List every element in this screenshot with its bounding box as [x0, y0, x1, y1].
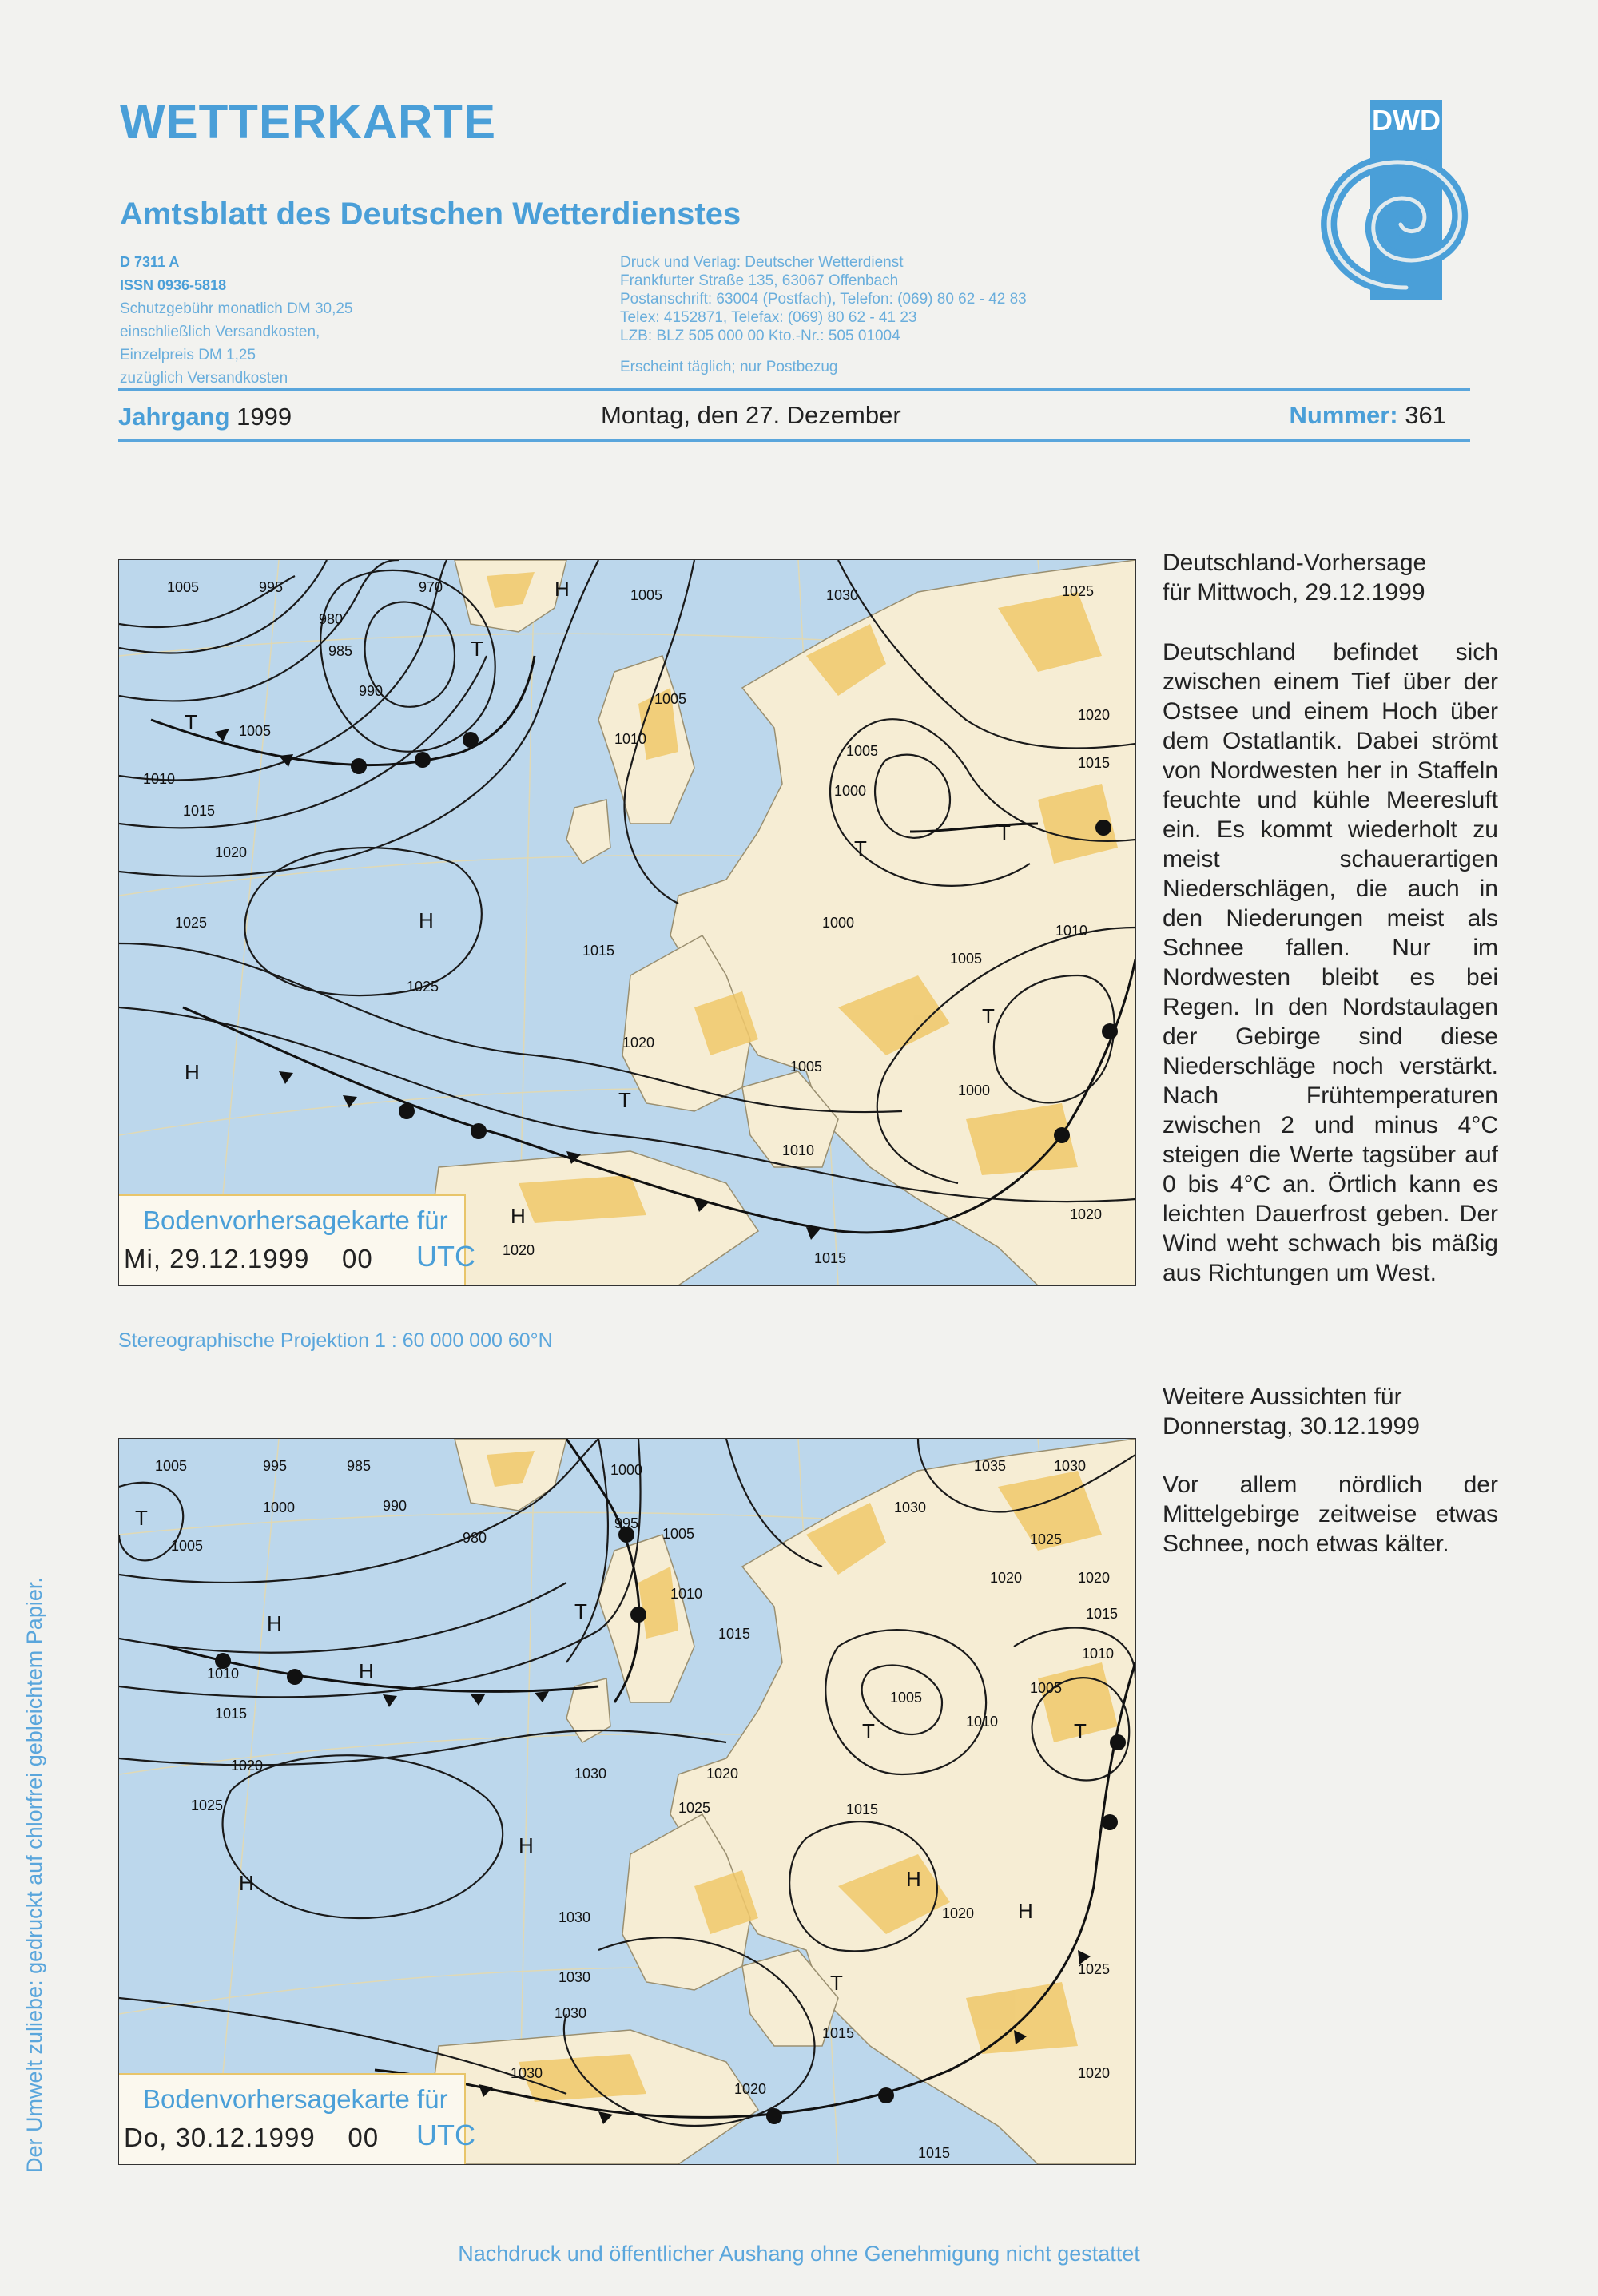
isobar-label: 1020 — [622, 1035, 655, 1051]
pressure-center: T — [830, 1971, 843, 1995]
isobar-label: 1005 — [239, 723, 272, 739]
pressure-center: H — [511, 1204, 526, 1228]
map-2-caption-title: Bodenvorhersagekarte für — [143, 2084, 448, 2114]
map-1-caption-utc: UTC — [416, 1240, 475, 1273]
isobar-label: 1025 — [1078, 1961, 1111, 1977]
dwd-logo — [1314, 100, 1474, 300]
isobar-label: 1025 — [407, 979, 439, 995]
isobar-label: 1005 — [662, 1526, 695, 1542]
header-rule-top — [118, 388, 1470, 391]
issue-row — [118, 396, 1470, 435]
isobar-label: 1020 — [215, 844, 248, 860]
isobar-label: 985 — [347, 1458, 372, 1474]
isobar-label: 1020 — [706, 1766, 739, 1782]
isobar-label: 1015 — [918, 2145, 951, 2161]
isobar-label: 1005 — [630, 587, 663, 603]
isobar-label: 1005 — [950, 951, 983, 967]
isobar-label: 1020 — [1078, 707, 1111, 723]
pressure-center: H — [419, 908, 434, 932]
isobar-label: 1020 — [1070, 1206, 1103, 1222]
isobar-label: 1030 — [555, 2005, 587, 2021]
fee-line: einschließlich Versandkosten, — [120, 324, 320, 340]
fee-line: zuzüglich Versandkosten — [120, 370, 288, 387]
isobar-label: 1030 — [1054, 1458, 1087, 1474]
forecast-2-title-line1: Weitere Aussichten für — [1163, 1384, 1402, 1410]
map-1-caption-title: Bodenvorhersagekarte für — [143, 1206, 448, 1235]
publisher-line: Postanschrift: 63004 (Postfach), Telefon: (069) 80 62 - 42 83 — [620, 291, 1027, 308]
forecast-2-title — [1163, 1382, 1498, 1441]
isobar-label: 1000 — [263, 1500, 296, 1515]
page-title: WETTERKARTE — [120, 95, 496, 149]
isobar-label: 1005 — [167, 579, 200, 595]
map-2-caption-time: 00 — [348, 2123, 380, 2152]
pressure-center: T — [185, 710, 197, 734]
publisher-line: Erscheint täglich; nur Postbezug — [620, 359, 838, 375]
weather-map-2 — [118, 1438, 1136, 2165]
isobar-label: 1010 — [670, 1586, 703, 1602]
isobar-label: 970 — [419, 579, 443, 595]
isobar-label: 1010 — [1055, 923, 1088, 939]
isobar-label: 990 — [383, 1498, 407, 1514]
map-1-caption-time: 00 — [342, 1244, 373, 1273]
code-issn: ISSN 0936-5818 — [120, 277, 227, 293]
isobar-label: 995 — [259, 579, 284, 595]
isobar-label: 1000 — [958, 1082, 991, 1098]
sidebar-note — [22, 1577, 47, 2173]
publisher-info — [620, 253, 1027, 376]
isobar-label: 1015 — [1086, 1606, 1119, 1622]
isobar-label: 1010 — [966, 1714, 999, 1730]
pressure-center: T — [574, 1599, 587, 1623]
isobar-label: 1015 — [822, 2025, 855, 2041]
pressure-center: H — [906, 1867, 921, 1891]
page-subtitle: Amtsblatt des Deutschen Wetterdienstes — [120, 197, 741, 232]
pressure-center: H — [267, 1611, 282, 1635]
isobar-label: 1005 — [155, 1458, 188, 1474]
isobar-label: 1000 — [610, 1462, 643, 1478]
map-2-caption-utc: UTC — [416, 2119, 475, 2151]
forecast-1-title-line1: Deutschland-Vorhersage — [1163, 550, 1427, 576]
jahrgang-label: Jahrgang — [118, 403, 230, 431]
forecast-1-title-line2: für Mittwoch, 29.12.1999 — [1163, 579, 1425, 606]
code-d: D 7311 A — [120, 254, 180, 270]
isobar-label: 1010 — [782, 1142, 815, 1158]
isobar-label: 1025 — [175, 915, 208, 931]
isobar-label: 1025 — [191, 1797, 224, 1813]
forecast-2-body: Vor allem nördlich der Mittelgebirge zeitweise etwas Schnee, noch etwas kälter. — [1163, 1472, 1498, 1557]
sidebar-note-text: Der Umwelt zuliebe: gedruckt auf chlorfrei gebleichtem Papier. — [22, 1577, 46, 2173]
header-rule-bottom — [118, 439, 1470, 442]
isobar-label: 1005 — [654, 691, 687, 707]
isobar-label: 1030 — [826, 587, 859, 603]
isobar-label: 1030 — [559, 1909, 591, 1925]
isobar-label: 1020 — [734, 2081, 767, 2097]
isobar-label: 1010 — [143, 771, 176, 787]
isobar-label: 1020 — [1078, 2065, 1111, 2081]
map-2-graphic — [119, 1439, 1135, 2164]
jahrgang-value: 1999 — [237, 403, 292, 431]
left-info-block — [120, 251, 353, 390]
pressure-center: T — [854, 836, 867, 860]
isobar-label: 990 — [359, 683, 384, 699]
isobar-label: 1030 — [894, 1500, 927, 1515]
fee-line: Einzelpreis DM 1,25 — [120, 347, 256, 363]
isobar-label: 1015 — [582, 943, 615, 959]
isobar-label: 1005 — [846, 743, 879, 759]
fee-line: Schutzgebühr monatlich DM 30,25 — [120, 300, 353, 317]
issue-date: Montag, den 27. Dezember — [601, 401, 901, 429]
publisher-line: Telex: 4152871, Telefax: (069) 80 62 - 41 23 — [620, 309, 917, 326]
publisher-line: Druck und Verlag: Deutscher Wetterdienst — [620, 254, 904, 271]
isobar-label: 995 — [614, 1515, 639, 1531]
nummer — [1290, 401, 1446, 430]
pressure-center: T — [862, 1719, 875, 1743]
isobar-label: 980 — [319, 611, 344, 627]
isobar-label: 1015 — [814, 1250, 847, 1266]
pressure-center: H — [359, 1659, 374, 1683]
publisher-line: Frankfurter Straße 135, 63067 Offenbach — [620, 272, 899, 289]
isobar-label: 1000 — [834, 783, 867, 799]
isobar-label: 1030 — [511, 2065, 543, 2081]
map-1-caption-datetime — [124, 1244, 373, 1274]
isobar-label: 1025 — [1062, 583, 1095, 599]
forecast-1-body: Deutschland befindet sich zwischen einem Tief über der Ostsee und einem Hoch über dem Ostatlantik. Dabei strömt von Nordwesten her in Staffeln feuchte und kühle Meeresluft ein. Es kommt wiederholt zu meist schauerartigen Niederschlägen, die auch in den Niederungen meist als Schnee fallen. Nur im Nordwesten bleibt es bei Regen. In den Nordstaulagen der Gebirge sind diese Niederschläge noch verstärkt. Nach Frühtemperaturen zwischen 2 und minus 4°C steigen die Werte tagsüber auf 0 bis 4°C an. Örtlich kann es leichten Dauerfrost geben. Der Wind weht schwach bis mäßig aus Richtungen um West. — [1163, 639, 1498, 1286]
jahrgang — [118, 403, 292, 431]
isobar-label: 1015 — [718, 1626, 751, 1642]
map-2-caption-date: Do, 30.12.1999 — [124, 2123, 316, 2152]
isobar-label: 1015 — [1078, 755, 1111, 771]
isobar-label: 1010 — [614, 731, 647, 747]
pressure-center: T — [1074, 1719, 1087, 1743]
isobar-label: 1010 — [1082, 1646, 1115, 1662]
nummer-value: 361 — [1405, 401, 1446, 429]
pressure-center: T — [998, 820, 1011, 844]
isobar-label: 1005 — [1030, 1680, 1063, 1696]
isobar-label: 1005 — [171, 1538, 204, 1554]
isobar-label: 1005 — [790, 1059, 823, 1075]
isobar-label: 1020 — [503, 1242, 535, 1258]
isobar-label: 1005 — [890, 1690, 923, 1706]
pressure-center: T — [982, 1004, 995, 1028]
map-2-caption — [119, 2073, 475, 2164]
isobar-label: 1025 — [678, 1800, 711, 1816]
map-2-caption-datetime — [124, 2123, 379, 2153]
isobar-label: 1020 — [942, 1905, 975, 1921]
pressure-center: H — [185, 1060, 200, 1084]
pressure-center: H — [1018, 1899, 1033, 1923]
isobar-label: 1015 — [183, 803, 216, 819]
map-1-caption-date: Mi, 29.12.1999 — [124, 1244, 310, 1273]
map-1-caption — [119, 1194, 475, 1285]
isobar-label: 1010 — [207, 1666, 240, 1682]
weather-map-1 — [118, 559, 1136, 1286]
isobar-label: 995 — [263, 1458, 288, 1474]
pressure-center: H — [519, 1833, 534, 1857]
isobar-label: 1015 — [846, 1801, 879, 1817]
pressure-center: T — [471, 637, 483, 661]
publisher-line: LZB: BLZ 505 000 00 Kto.-Nr.: 505 01004 — [620, 328, 900, 344]
nummer-label: Nummer: — [1289, 401, 1398, 429]
isobar-label: 1020 — [990, 1570, 1023, 1586]
forecast-2-title-line2: Donnerstag, 30.12.1999 — [1163, 1413, 1420, 1440]
isobar-label: 1020 — [231, 1758, 264, 1774]
map-1-graphic — [119, 560, 1135, 1285]
isobar-label: 985 — [328, 643, 353, 659]
isobar-label: 1020 — [1078, 1570, 1111, 1586]
isobar-label: 1015 — [215, 1706, 248, 1722]
isobar-label: 1025 — [1030, 1531, 1063, 1547]
isobar-label: 1030 — [574, 1766, 607, 1782]
isobar-label: 980 — [463, 1530, 487, 1546]
isobar-label: 1000 — [822, 915, 855, 931]
pressure-center: H — [555, 577, 570, 601]
pressure-center: T — [135, 1506, 148, 1530]
pressure-center: H — [239, 1871, 254, 1895]
forecast-1-title — [1163, 548, 1498, 607]
footer-note: Nachdruck und öffentlicher Aushang ohne Genehmigung nicht gestattet — [458, 2242, 1140, 2266]
projection-note: Stereographische Projektion 1 : 60 000 000 60°N — [118, 1329, 553, 1352]
isobar-label: 1030 — [559, 1969, 591, 1985]
logo-text: DWD — [1372, 104, 1441, 137]
pressure-center: T — [618, 1088, 631, 1112]
isobar-label: 1035 — [974, 1458, 1007, 1474]
